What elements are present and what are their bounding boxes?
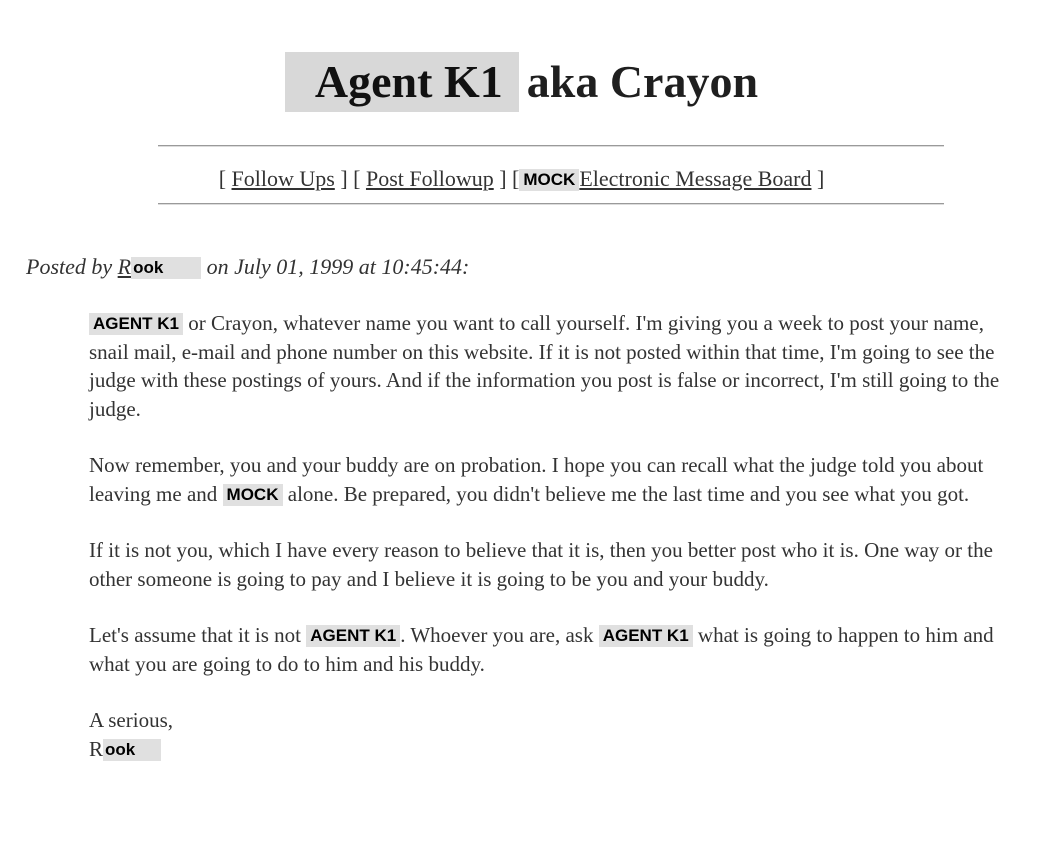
paragraph-text: or Crayon, whatever name you want to call yourself. I'm giving you a week to post your name, snail mail, e-mail and phone number on this website. If it is not posted within that time, I'm going to see the judge with these postings of yours. And if the information you post is false or incorrect, I'm still going to the judge. <box>89 311 1000 421</box>
redacted-name: AGENT K1 <box>89 313 183 335</box>
paragraph-text: alone. Be prepared, you didn't believe me the last time and you see what you got. <box>282 481 970 506</box>
redacted-name: AGENT K1 <box>599 625 693 647</box>
post-date: on July 01, 1999 at 10:45:44: <box>201 254 470 279</box>
message-body <box>89 309 1024 791</box>
signature-initial: R <box>89 736 104 761</box>
author-name[interactable] <box>118 254 201 279</box>
redacted-name: AGENT K1 <box>306 625 400 647</box>
page-title <box>0 52 1043 112</box>
nav-bracket: ] <box>811 166 825 191</box>
paragraph-text: If it is not you, which I have every reason to believe that it is, then you better post who it is. One way or the other someone is going to pay and I believe it is going to be you and your buddy. <box>89 538 993 591</box>
title-alias: aka Crayon <box>526 56 759 107</box>
redacted-signature: ook <box>103 739 161 761</box>
author-initial: R <box>117 254 132 279</box>
nav-bracket: [ <box>218 166 232 191</box>
paragraph-2 <box>89 451 1024 508</box>
top-divider <box>158 145 944 147</box>
bottom-divider <box>158 203 944 205</box>
paragraph-3 <box>89 536 1024 593</box>
signature <box>89 706 1024 763</box>
paragraph-text: what is going to happen to him and what you are going to do to him and his buddy. <box>89 623 994 676</box>
follow-ups-link[interactable]: Follow Ups <box>231 166 335 191</box>
paragraph-1 <box>89 309 1024 423</box>
message-board-link[interactable]: Electronic Message Board <box>579 166 812 191</box>
paragraph-text: Now remember, you and your buddy are on probation. I hope you can recall what the judge told you about leaving me and <box>89 453 984 506</box>
paragraph-4 <box>89 621 1024 678</box>
post-byline <box>26 252 469 282</box>
paragraph-text: . Whoever you are, ask <box>400 623 599 647</box>
post-followup-link[interactable]: Post Followup <box>365 166 494 191</box>
nav-separator: ] [ <box>493 166 520 191</box>
redacted-author: ook <box>131 257 201 279</box>
redacted-title-name: Agent K1 <box>285 52 519 112</box>
paragraph-text: Let's assume that it is not <box>89 623 307 647</box>
signature-closing: A serious, <box>89 708 173 732</box>
redacted-name: MOCK <box>223 484 283 506</box>
nav-separator: ] [ <box>334 166 366 191</box>
byline-prefix: Posted by <box>26 254 118 279</box>
nav-links <box>0 164 1043 194</box>
redacted-board-name: MOCK <box>519 169 579 191</box>
